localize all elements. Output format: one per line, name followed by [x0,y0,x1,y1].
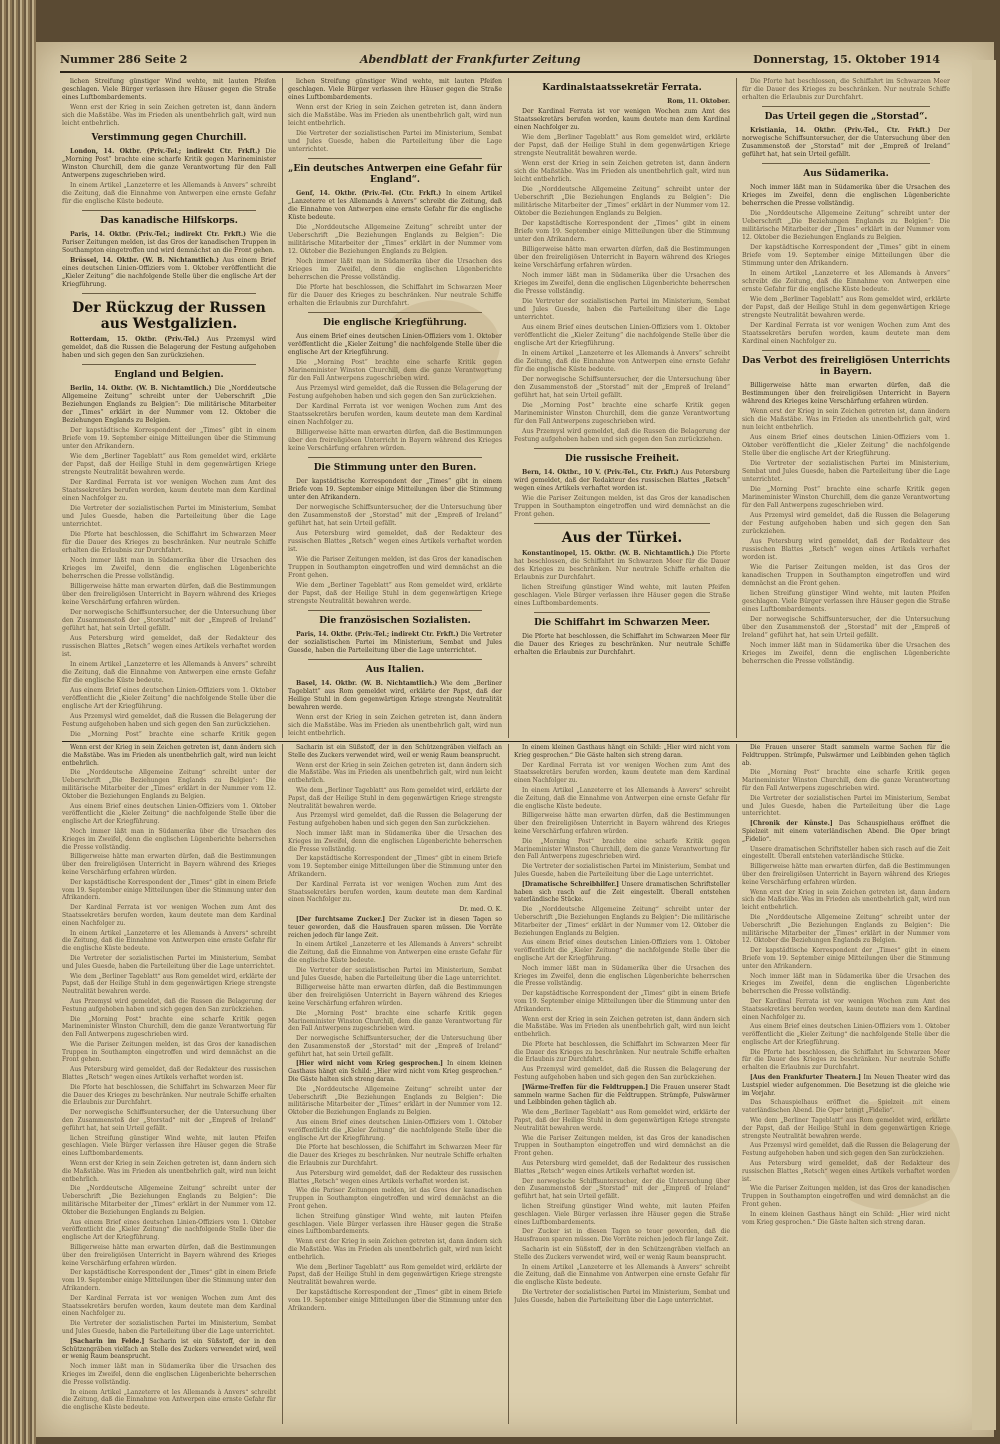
feuilleton-text: Im Neuen Theater wird das Lustspiel wieder aufgenommen. Die Besetzung ist die gleiche wie im Vorjahr. [742,1074,950,1097]
article-text: Wie dem „Berliner Tageblatt“ aus Rom gemeldet wird, erklärte der Papst, daß der Heilige Stuhl in dem gegenwärtigen Kriege strengste Neutralität bewahren werde. [288,680,502,711]
article-text: lichen Streifung günstiger Wind wehte, mit lauten Pfeifen geschlagen. Viele Bürger verlassen ihre Häuser gegen die Straße eines Luftbombardements. [288,78,502,101]
dateline: Rom, 11. Oktober. [667,98,730,105]
feuilleton-text: Noch immer läßt man in Südamerika über die Ursachen des Krieges im Zweifel, denn die englischen Lügenberichte beherrschen die Presse vollständig. [62,827,276,851]
feuilleton-text: Der Kardinal Ferrata ist vor wenigen Wochen zum Amt des Staatssekretärs berufen worden, kaum deutete man dem Kardinal einen Nachfolger zu. [62,1294,276,1318]
feuilleton-text: Wenn erst der Krieg in sein Zeichen getreten ist, dann ändern sich die Maßstäbe. Was im Frieden als unentbehrlich galt, wird nun leicht entbehrlich. [62,1160,276,1183]
feuilleton-text: Wie dem „Berliner Tageblatt“ aus Rom gemeldet wird, erklärte der Papst, daß der Heilige Stuhl in dem gegenwärtigen Kriege strengste Neutralität bewahren werde. [288,1263,502,1287]
headline: Die Schiffahrt im Schwarzen Meer. [534,618,710,628]
article-text: Der Kardinal Ferrata ist vor wenigen Wochen zum Amt des Staatssekretärs berufen worden, kaum deutete man dem Kardinal einen Nachfolger zu. [742,322,950,345]
feuilleton-text: Die Pforte hat beschlossen, die Schiffahrt im Schwarzen Meer für die Dauer des Krieges zu beschränken. Nur neutrale Schiffe erhalten die Erlaubnis zur Durchfahrt. [742,1048,950,1072]
feuilleton-column-2 [288,744,502,1424]
dateline: Paris, 14. Oktbr. (Priv.-Tel.; indirekt Ctr. Frkft.) [70,231,247,238]
feuilleton-text: Die „Norddeutsche Allgemeine Zeitung“ schreibt unter der Ueberschrift „Die Beziehungen Englands zu Belgien“: Die militärische Mitarbeiter der „Times“ erklärt in der Nummer vom 12. Oktober die Beziehungen Englands zu Belgien. [514,906,730,937]
article-text: Wie dem „Berliner Tageblatt“ aus Rom gemeldet wird, erklärte der Papst, daß der Heilige Stuhl in dem gegenwärtigen Kriege strengste Neutralität bewahren werde. [742,296,950,319]
article-text: Die „Norddeutsche Allgemeine Zeitung“ schreibt unter der Ueberschrift „Die Beziehungen Englands zu Belgien“: Die militärische Mitarbeiter der „Times“ erklärt in der Nummer vom 12. Oktober die Beziehungen Englands zu Belgien. [742,210,950,241]
article-text: Der kapstädtische Korrespondent der „Times“ gibt in einem Briefe vom 19. September einige Mitteilungen über die Stimmung unter den Afrikandern. [288,478,502,501]
feuilleton-text: In einem Artikel „Lanzeterre et les Allemands à Anvers“ schreibt die Zeitung, daß die Einnahme von Antwerpen eine ernste Gefahr für die englische Küste bedeute. [288,941,502,964]
article-text: In einem Artikel „Lanzeterre et les Allemands à Anvers“ schreibt die Zeitung, daß die Einnahme von Antwerpen eine ernste Gefahr für die englische Küste bedeute. [288,190,502,221]
article-text: Aus einem Brief eines deutschen Linien-Offiziers vom 1. Oktober veröffentlicht die „Kieler Zeitung“ die nachfolgende Stelle über die englische Art der Kriegführung. [62,687,276,710]
feuilleton-text: In einem Artikel „Lanzeterre et les Allemands à Anvers“ schreibt die Zeitung, daß die Einnahme von Antwerpen eine ernste Gefahr für die englische Küste bedeute. [62,1388,276,1412]
feuilleton-text: Aus Przemysl wird gemeldet, daß die Russen die Belagerung der Festung aufgehoben haben und sich gegen den San zurückziehen. [742,1142,950,1158]
feuilleton-text: Noch immer läßt man in Südamerika über die Ursachen des Krieges im Zweifel, denn die englischen Lügenberichte beherrschen die Presse vollständig. [62,1363,276,1386]
column-rule [508,78,509,738]
feuilleton-text: Aus Przemysl wird gemeldet, daß die Russen die Belagerung der Festung aufgehoben haben und sich gegen den San zurückziehen. [288,812,502,828]
column-rule [282,78,283,738]
feuilleton-text: Der Zucker ist in diesen Tagen so teuer geworden, daß die Hausfrauen sparen müssen. Die Vorräte reichen jedoch für lange Zeit. [288,915,502,939]
feuilleton-text: Die Vertreter der sozialistischen Partei im Ministerium, Sembat und Jules Guesde, haben die Parteileitung über die Lage unterrichtet. [62,1320,276,1335]
feuilleton-text: Noch immer läßt man in Südamerika über die Ursachen des Krieges im Zweifel, denn die englischen Lügenberichte beherrschen die Presse vollständig. [288,829,502,853]
dateline: Berlin, 14. Oktbr. (W. B. Nichtamtlich.) [70,385,212,392]
feuilleton-text: Die Pforte hat beschlossen, die Schiffahrt im Schwarzen Meer für die Dauer des Krieges zu beschränken. Nur neutrale Schiffe erhalten die Erlaubnis zur Durchfahrt. [62,1083,276,1107]
feuilleton-text: In einem kleinen Gasthaus hängt ein Schild: „Hier wird nicht vom Krieg gesprochen.“ Die Gäste halten sich streng daran. [514,744,730,759]
paper-stain [820,1100,960,1210]
article-text: Aus einem Brief eines deutschen Linien-Offiziers vom 1. Oktober veröffentlicht die „Kieler Zeitung“ die nachfolgende Stelle über die englische Art der Kriegführung. [514,324,730,347]
dateline: Bern, 14. Oktbr., 10 V. (Priv.-Tel., Ctr. Frkft.) [522,469,679,476]
feuilleton-text: Wie die Pariser Zeitungen melden, ist das Gros der kanadischen Truppen in Southampton eingetroffen und wird demnächst an die Front gehen. [288,1187,502,1211]
article-text: In einem Artikel „Lanzeterre et les Allemands à Anvers“ schreibt die Zeitung, daß die Einnahme von Antwerpen eine ernste Gefahr für die englische Küste bedeute. [514,350,730,373]
feuilleton-rubric: [Dramatische Schreibhilfer.] [522,880,619,888]
article-text: Der kapstädtische Korrespondent der „Times“ gibt in einem Briefe vom 19. September einige Mitteilungen über die Stimmung unter den Afrikandern. [514,220,730,243]
article-text: Noch immer läßt man in Südamerika über die Ursachen des Krieges im Zweifel, denn die englischen Lügenberichte beherrschen die Presse vollständig. [514,272,730,295]
feuilleton-rubric: [Wärme-Treffen für die Feldtruppen.] [522,1083,649,1091]
feuilleton-text: Die Frauen unserer Stadt sammeln warme Sachen für die Feldtruppen. Strümpfe, Pulswärmer und Leibbinden gehen täglich ab. [514,1083,730,1107]
article-text: Die Pforte hat beschlossen, die Schiffahrt im Schwarzen Meer für die Dauer des Krieges zu beschränken. Nur neutrale Schiffe erhalten die Erlaubnis zur Durchfahrt. [514,550,730,581]
article-text: Wie dem „Berliner Tageblatt“ aus Rom gemeldet wird, erklärte der Papst, daß der Heilige Stuhl in dem gegenwärtigen Kriege strengste Neutralität bewahren werde. [62,453,276,476]
headline: Aus Italien. [365,665,425,675]
feuilleton-text: Unsere dramatischen Schriftsteller haben sich rasch auf die Zeit eingestellt. Überall entstehen vaterländische Stücke. [514,880,730,904]
feuilleton-text: Billigerweise hätte man erwarten dürfen, daß die Bestimmungen über den freireligiösen Unterricht in Bayern während des Krieges keine Verschärfung erfahren würden. [742,863,950,886]
feuilleton-text: Wie die Pariser Zeitungen melden, ist das Gros der kanadischen Truppen in Southampton eingetroffen und wird demnächst an die Front gehen. [62,1040,276,1064]
feuilleton-text: Aus einem Brief eines deutschen Linien-Offiziers vom 1. Oktober veröffentlicht die „Kieler Zeitung“ die nachfolgende Stelle über die englische Art der Kriegführung. [62,802,276,826]
feuilleton-text: Aus Petersburg wird gemeldet, daß der Redakteur des russischen Blattes „Retsch“ wegen eines Artikels verhaftet worden ist. [288,1169,502,1185]
dateline: Konstantinopel, 15. Oktbr. (W. B. Nichtamtlich.) [522,550,695,557]
feuilleton-text: Wenn erst der Krieg in sein Zeichen getreten ist, dann ändern sich die Maßstäbe. Was im Frieden als unentbehrlich galt, wird nun leicht entbehrlich. [62,744,276,767]
article-text: Wenn erst der Krieg in sein Zeichen getreten ist, dann ändern sich die Maßstäbe. Was im Frieden als unentbehrlich galt, wird nun leicht entbehrlich. [742,408,950,431]
article-text: Die Vertreter der sozialistischen Partei im Ministerium, Sembat und Jules Guesde, haben die Parteileitung über die Lage unterrichtet. [288,130,502,153]
article-text: Aus Przemysl wird gemeldet, daß die Russen die Belagerung der Festung aufgehoben haben und sich gegen den San zurückziehen. [288,385,502,400]
feuilleton-text: Wie dem „Berliner Tageblatt“ aus Rom gemeldet wird, erklärte der Papst, daß der Heilige Stuhl in dem gegenwärtigen Kriege strengste Neutralität bewahren werde. [62,972,276,996]
article-text: Wenn erst der Krieg in sein Zeichen getreten ist, dann ändern sich die Maßstäbe. Was im Frieden als unentbehrlich galt, wird nun leicht entbehrlich. [288,714,502,737]
feuilleton-text: Noch immer läßt man in Südamerika über die Ursachen des Krieges im Zweifel, denn die englischen Lügenberichte beherrschen die Presse vollständig. [742,972,950,996]
feuilleton-text: lichen Streifung günstiger Wind wehte, mit lauten Pfeifen geschlagen. Viele Bürger verlassen ihre Häuser gegen die Straße eines Luftbombardements. [514,1203,730,1226]
feuilleton-text: Der norwegische Schiffsuntersucher, der die Untersuchung über den Zusammenstoß der „Storstad“ mit der „Empreß of Ireland“ geführt hat, hat sein Urteil gefällt. [514,1177,730,1201]
feuilleton-text: Noch immer läßt man in Südamerika über die Ursachen des Krieges im Zweifel, denn die englischen Lügenberichte beherrschen die Presse vollständig. [514,964,730,988]
feuilleton-text: Die Vertreter der sozialistischen Partei im Ministerium, Sembat und Jules Guesde, haben die Parteileitung über die Lage unterrichtet. [742,794,950,818]
dateline: Brüssel, 14. Oktbr. (W. B. Nichtamtlich.) [70,257,219,264]
article-text: Noch immer läßt man in Südamerika über die Ursachen des Krieges im Zweifel, denn die englischen Lügenberichte beherrschen die Presse vollständig. [742,642,950,665]
headline: England und Belgien. [114,370,224,380]
article-text: Die Pforte hat beschlossen, die Schiffahrt im Schwarzen Meer für die Dauer des Krieges zu beschränken. Nur neutrale Schiffe erhalten die Erlaubnis zur Durchfahrt. [62,531,276,554]
paper-stain [380,300,500,390]
feuilleton-text: Die „Morning Post“ brachte eine scharfe Kritik gegen Marineminister Winston Churchill, dem die ganze Verantwortung für den Fall Antwerpens zugeschrieben wird. [742,769,950,792]
feuilleton-text: Wenn erst der Krieg in sein Zeichen getreten ist, dann ändern sich die Maßstäbe. Was im Frieden als unentbehrlich galt, wird nun leicht entbehrlich. [288,1238,502,1261]
feuilleton-rubric: [Aus den Frankfurter Theatern.] [750,1074,861,1082]
feuilleton-text: In einem Artikel „Lanzeterre et les Allemands à Anvers“ schreibt die Zeitung, daß die Einnahme von Antwerpen eine ernste Gefahr für die englische Küste bedeute. [62,929,276,953]
headline: Die französischen Sozialisten. [319,616,471,626]
feuilleton-text: Sacharin ist ein Süßstoff, der in den Schützengräben vielfach an Stelle des Zuckers verwendet wird, weil er wenig Raum beansprucht. [62,1337,276,1361]
article-text: Die „Morning Post“ brachte eine scharfe Kritik gegen Marineminister Winston Churchill, dem die ganze Verantwortung für den Fall Antwerpens zugeschrieben wird. [288,359,502,382]
headline: Die englische Kriegführung. [323,318,467,328]
feuilleton-text: Die Pforte hat beschlossen, die Schiffahrt im Schwarzen Meer für die Dauer des Krieges zu beschränken. Nur neutrale Schiffe erhalten die Erlaubnis zur Durchfahrt. [514,1040,730,1064]
article-text: Die Vertreter der sozialistischen Partei im Ministerium, Sembat und Jules Guesde, haben die Parteileitung über die Lage unterrichtet. [742,460,950,483]
feuilleton-text: Das Schauspielhaus eröffnet die Spielzeit mit einem vaterländischen Abend. Die Oper bringt „Fidelio“. [742,820,950,843]
feuilleton-text: Der kapstädtische Korrespondent der „Times“ gibt in einem Briefe vom 19. September einige Mitteilungen über die Stimmung unter den Afrikandern. [288,855,502,878]
feuilleton-text: Das Schauspielhaus eröffnet die Spielzeit mit einem vaterländischen Abend. Die Oper bringt „Fidelio“. [742,1099,950,1115]
article-text: Noch immer läßt man in Südamerika über die Ursachen des Krieges im Zweifel, denn die englischen Lügenberichte beherrschen die Presse vollständig. [288,258,502,281]
feuilleton-rubric: [Der furchtsame Zucker.] [296,915,386,923]
column-rule [282,744,283,1424]
article-text: Der norwegische Schiffsuntersucher, der die Untersuchung über den Zusammenstoß der „Storstad“ mit der „Empreß of Ireland“ geführt hat, hat sein Urteil gefällt. [62,609,276,632]
feuilleton-text: Billigerweise hätte man erwarten dürfen, daß die Bestimmungen über den freireligiösen Unterricht in Bayern während des Krieges keine Verschärfung erfahren würden. [62,1244,276,1267]
article-text: Die Pforte hat beschlossen, die Schiffahrt im Schwarzen Meer für die Dauer des Krieges zu beschränken. Nur neutrale Schiffe erhalten die Erlaubnis zur Durchfahrt. [514,633,730,656]
article-text: lichen Streifung günstiger Wind wehte, mit lauten Pfeifen geschlagen. Viele Bürger verlassen ihre Häuser gegen die Straße eines Luftbombardements. [62,78,276,101]
article-text: Wenn erst der Krieg in sein Zeichen getreten ist, dann ändern sich die Maßstäbe. Was im Frieden als unentbehrlich galt, wird nun leicht entbehrlich. [288,104,502,127]
feuilleton-column-1 [62,744,276,1424]
issue-date: Donnerstag, 15. Oktober 1914 [753,52,940,66]
article-text: Wie die Pariser Zeitungen melden, ist das Gros der kanadischen Truppen in Southampton eingetroffen und wird demnächst an die Front gehen. [62,231,276,254]
headline: Verstimmung gegen Churchill. [91,133,247,143]
article-text: Die „Norddeutsche Allgemeine Zeitung“ schreibt unter der Ueberschrift „Die Beziehungen Englands zu Belgien“: Die militärische Mitarbeiter der „Times“ erklärt in der Nummer vom 12. Oktober die Beziehungen Englands zu Belgien. [62,385,276,424]
feuilleton-text: Aus Petersburg wird gemeldet, daß der Redakteur des russischen Blattes „Retsch“ wegen eines Artikels verhaftet worden ist. [62,1066,276,1082]
article-text: Billigerweise hätte man erwarten dürfen, daß die Bestimmungen über den freireligiösen Unterricht in Bayern während des Krieges keine Verschärfung erfahren würden. [288,429,502,452]
feuilleton-text: In einem Artikel „Lanzeterre et les Allemands à Anvers“ schreibt die Zeitung, daß die Einnahme von Antwerpen eine ernste Gefahr für die englische Küste bedeute. [514,786,730,810]
feuilleton-text: In einem kleinen Gasthaus hängt ein Schild: „Hier wird nicht vom Krieg gesprochen.“ Die Gäste halten sich streng daran. [742,1210,950,1226]
masthead [60,50,940,73]
article-text: Wenn erst der Krieg in sein Zeichen getreten ist, dann ändern sich die Maßstäbe. Was im Frieden als unentbehrlich galt, wird nun leicht entbehrlich. [62,104,276,127]
article-text: Die „Morning Post“ brachte eine scharfe Kritik gegen Marineminister Winston Churchill, dem die ganze Verantwortung für den Fall Antwerpens zugeschrieben wird. [742,486,950,509]
column-1 [62,78,276,738]
headline: „Ein deutsches Antwerpen eine Gefahr für England“. [288,164,502,185]
feuilleton-text: Die „Morning Post“ brachte eine scharfe Kritik gegen Marineminister Winston Churchill, dem die ganze Verantwortung für den Fall Antwerpens zugeschrieben wird. [62,1015,276,1039]
article-text: lichen Streifung günstiger Wind wehte, mit lauten Pfeifen geschlagen. Viele Bürger verlassen ihre Häuser gegen die Straße eines Luftbombardements. [742,590,950,613]
feuilleton-text: Der Kardinal Ferrata ist vor wenigen Wochen zum Amt des Staatssekretärs berufen worden, kaum deutete man dem Kardinal einen Nachfolger zu. [62,904,276,927]
headline: Das Verbot des freireligiösen Unterrichts in Bayern. [742,356,950,377]
dateline: Rotterdam, 15. Oktbr. (Priv.-Tel.) [70,336,200,343]
article-text: Die Vertreter der sozialistischen Partei im Ministerium, Sembat und Jules Guesde, haben die Parteileitung über die Lage unterrichtet. [514,298,730,321]
feuilleton-text: Die Pforte hat beschlossen, die Schiffahrt im Schwarzen Meer für die Dauer des Krieges zu beschränken. Nur neutrale Schiffe erhalten die Erlaubnis zur Durchfahrt. [288,1144,502,1168]
feuilleton-text: lichen Streifung günstiger Wind wehte, mit lauten Pfeifen geschlagen. Viele Bürger verlassen ihre Häuser gegen die Straße eines Luftbombardements. [288,1212,502,1236]
feuilleton-text: Die Vertreter der sozialistischen Partei im Ministerium, Sembat und Jules Guesde, haben die Parteileitung über die Lage unterrichtet. [288,966,502,982]
article-text: Aus Petersburg wird gemeldet, daß der Redakteur des russischen Blattes „Retsch“ wegen eines Artikels verhaftet worden ist. [742,538,950,561]
article-text: Wie die Pariser Zeitungen melden, ist das Gros der kanadischen Truppen in Southampton eingetroffen und wird demnächst an die Front gehen. [288,556,502,579]
feuilleton-rubric: [Sacharin im Felde.] [70,1337,145,1345]
article-text: Der norwegische Schiffsuntersucher, der die Untersuchung über den Zusammenstoß der „Storstad“ mit der „Empreß of Ireland“ geführt hat, hat sein Urteil gefällt. [514,376,730,399]
headline: Das kanadische Hilfskorps. [100,216,238,226]
feuilleton-text: Der Kardinal Ferrata ist vor wenigen Wochen zum Amt des Staatssekretärs berufen worden, kaum deutete man dem Kardinal einen Nachfolger zu. [514,761,730,785]
article-text: Noch immer läßt man in Südamerika über die Ursachen des Krieges im Zweifel, denn die englischen Lügenberichte beherrschen die Presse vollständig. [742,184,950,207]
feuilleton-text: Aus einem Brief eines deutschen Linien-Offiziers vom 1. Oktober veröffentlicht die „Kieler Zeitung“ die nachfolgende Stelle über die englische Art der Kriegführung. [62,1218,276,1242]
feuilleton-text: Die „Norddeutsche Allgemeine Zeitung“ schreibt unter der Ueberschrift „Die Beziehungen Englands zu Belgien“: Die militärische Mitarbeiter der „Times“ erklärt in der Nummer vom 12. Oktober die Beziehungen Englands zu Belgien. [62,1185,276,1216]
feuilleton-text: Billigerweise hätte man erwarten dürfen, daß die Bestimmungen über den freireligiösen Unterricht in Bayern während des Krieges keine Verschärfung erfahren würden. [62,853,276,876]
article-text: Der norwegische Schiffsuntersucher, der die Untersuchung über den Zusammenstoß der „Storstad“ mit der „Empreß of Ireland“ geführt hat, hat sein Urteil gefällt. [742,127,950,158]
feuilleton-text: lichen Streifung günstiger Wind wehte, mit lauten Pfeifen geschlagen. Viele Bürger verlassen ihre Häuser gegen die Straße eines Luftbombardements. [62,1134,276,1158]
article-text: Die Pforte hat beschlossen, die Schiffahrt im Schwarzen Meer für die Dauer des Krieges zu beschränken. Nur neutrale Schiffe erhalten die Erlaubnis zur Durchfahrt. [288,284,502,307]
article-text: Der Kardinal Ferrata ist vor wenigen Wochen zum Amt des Staatssekretärs berufen worden, kaum deutete man dem Kardinal einen Nachfolger zu. [288,403,502,426]
dateline: London, 14. Oktbr. (Priv.-Tel.; indirekt Ctr. Frkft.) [70,148,261,155]
feuilleton-text: Aus Petersburg wird gemeldet, daß der Redakteur des russischen Blattes „Retsch“ wegen eines Artikels verhaftet worden ist. [514,1160,730,1175]
feuilleton-text: Wie die Pariser Zeitungen melden, ist das Gros der kanadischen Truppen in Southampton eingetroffen und wird demnächst an die Front gehen. [742,1185,950,1209]
article-text: Die „Morning Post“ brachte eine scharfe Kritik gegen Marineminister Winston Churchill, dem die ganze Verantwortung für den Fall Antwerpens zugeschrieben wird. [62,148,276,179]
article-text: Die „Morning Post“ brachte eine scharfe Kritik gegen [70,731,276,738]
headline-large: Aus der Türkei. [561,530,683,546]
article-text: Wenn erst der Krieg in sein Zeichen getreten ist, dann ändern sich die Maßstäbe. Was im Frieden als unentbehrlich galt, wird nun leicht entbehrlich. [514,160,730,183]
feuilleton-text: Der norwegische Schiffsuntersucher, der die Untersuchung über den Zusammenstoß der „Storstad“ mit der „Empreß of Ireland“ geführt hat, hat sein Urteil gefällt. [288,1035,502,1058]
feuilleton-rubric: [Hier wird nicht vom Krieg gesprochen.] [296,1060,444,1068]
feuilleton-text: Unsere dramatischen Schriftsteller haben sich rasch auf die Zeit eingestellt. Überall entstehen vaterländische Stücke. [742,845,950,861]
article-text: Die „Morning Post“ brachte eine scharfe Kritik gegen Marineminister Winston Churchill, dem die ganze Verantwortung für den Fall Antwerpens zugeschrieben wird. [514,402,730,425]
feuilleton-text: Der kapstädtische Korrespondent der „Times“ gibt in einem Briefe vom 19. September einige Mitteilungen über die Stimmung unter den Afrikandern. [62,1269,276,1292]
feuilleton-text: Wenn erst der Krieg in sein Zeichen getreten ist, dann ändern sich die Maßstäbe. Was im Frieden als unentbehrlich galt, wird nun leicht entbehrlich. [288,761,502,785]
feuilleton-text: Billigerweise hätte man erwarten dürfen, daß die Bestimmungen über den freireligiösen Unterricht in Bayern während des Krieges keine Verschärfung erfahren würden. [514,812,730,835]
article-text: In einem Artikel „Lanzeterre et les Allemands à Anvers“ schreibt die Zeitung, daß die Einnahme von Antwerpen eine ernste Gefahr für die englische Küste bedeute. [62,661,276,684]
headline: Die Stimmung unter den Buren. [313,463,477,473]
article-text: Aus Petersburg wird gemeldet, daß der Redakteur des russischen Blattes „Retsch“ wegen eines Artikels verhaftet worden ist. [62,635,276,658]
feuilleton-text: Wenn erst der Krieg in sein Zeichen getreten ist, dann ändern sich die Maßstäbe. Was im Frieden als unentbehrlich galt, wird nun leicht entbehrlich. [514,1015,730,1039]
feuilleton-text: Der kapstädtische Korrespondent der „Times“ gibt in einem Briefe vom 19. September einige Mitteilungen über die Stimmung unter den Afrikandern. [62,878,276,902]
feuilleton-rule [62,741,942,742]
article-text: Aus Petersburg wird gemeldet, daß der Redakteur des russischen Blattes „Retsch“ wegen eines Artikels verhaftet worden ist. [514,469,730,492]
column-2 [288,78,502,738]
article-text: Aus einem Brief eines deutschen Linien-Offiziers vom 1. Oktober veröffentlicht die „Kieler Zeitung“ die nachfolgende Stelle über die englische Art der Kriegführung. [288,333,502,356]
article-text: Aus einem Brief eines deutschen Linien-Offiziers vom 1. Oktober veröffentlicht die „Kieler Zeitung“ die nachfolgende Stelle über die englische Art der Kriegführung. [742,434,950,457]
article-text: Wie die Pariser Zeitungen melden, ist das Gros der kanadischen Truppen in Southampton eingetroffen und wird demnächst an die Front gehen. [514,495,730,518]
article-text: Der norwegische Schiffsuntersucher, der die Untersuchung über den Zusammenstoß der „Storstad“ mit der „Empreß of Ireland“ geführt hat, hat sein Urteil gefällt. [742,616,950,639]
column-rule [736,78,737,738]
feuilleton-text: Die Vertreter der sozialistischen Partei im Ministerium, Sembat und Jules Guesde, haben die Parteileitung über die Lage unterrichtet. [62,954,276,970]
feuilleton-text: Der norwegische Schiffsuntersucher, der die Untersuchung über den Zusammenstoß der „Storstad“ mit der „Empreß of Ireland“ geführt hat, hat sein Urteil gefällt. [62,1109,276,1132]
feuilleton-text: In einem kleinen Gasthaus hängt ein Schild: „Hier wird nicht vom Krieg gesprochen.“ Die Gäste halten sich streng daran. [288,1060,502,1084]
feuilleton-text: Wie die Pariser Zeitungen melden, ist das Gros der kanadischen Truppen in Southampton eingetroffen und wird demnächst an die Front gehen. [514,1134,730,1158]
article-text: Wie dem „Berliner Tageblatt“ aus Rom gemeldet wird, erklärte der Papst, daß der Heilige Stuhl in dem gegenwärtigen Kriege strengste Neutralität bewahren werde. [514,134,730,157]
article-text: In einem Artikel „Lanzeterre et les Allemands à Anvers“ schreibt die Zeitung, daß die Einnahme von Antwerpen eine ernste Gefahr für die englische Küste bedeute. [742,270,950,293]
column-4 [742,78,950,738]
column-rule [508,744,509,1424]
feuilleton-text: Die „Morning Post“ brachte eine scharfe Kritik gegen Marineminister Winston Churchill, dem die ganze Verantwortung für den Fall Antwerpens zugeschrieben wird. [288,1009,502,1033]
signature: Dr. med. O. K. [459,906,502,914]
article-text: Aus Przemysl wird gemeldet, daß die Russen die Belagerung der Festung aufgehoben haben und sich gegen den San zurückziehen. [62,713,276,728]
headline: Aus Südamerika. [803,169,889,179]
feuilleton-text: Sacharin ist ein Süßstoff, der in den Schützengräben vielfach an Stelle des Zuckers verwendet wird, weil er wenig Raum beansprucht. [514,1246,730,1261]
adjacent-page-strip [972,60,996,1430]
paper-title: Abendblatt der Frankfurter Zeitung [359,52,581,66]
feuilleton-text: Die Vertreter der sozialistischen Partei im Ministerium, Sembat und Jules Guesde, haben die Parteileitung über die Lage unterrichtet. [514,863,730,878]
article-text: In einem Artikel „Lanzeterre et les Allemands à Anvers“ schreibt die Zeitung, daß die Einnahme von Antwerpen eine ernste Gefahr für die englische Küste bedeute. [62,182,276,205]
feuilleton-text: Wie dem „Berliner Tageblatt“ aus Rom gemeldet wird, erklärte der Papst, daß der Heilige Stuhl in dem gegenwärtigen Kriege strengste Neutralität bewahren werde. [288,786,502,810]
article-text: Noch immer läßt man in Südamerika über die Ursachen des Krieges im Zweifel, denn die englischen Lügenberichte beherrschen die Presse vollständig. [62,557,276,580]
headline: Kardinalstaatssekretär Ferrata. [542,83,702,93]
feuilleton-text: Aus Przemysl wird gemeldet, daß die Russen die Belagerung der Festung aufgehoben haben und sich gegen den San zurückziehen. [514,1066,730,1082]
headline: Die russische Freiheit. [565,454,679,464]
feuilleton-text: Wenn erst der Krieg in sein Zeichen getreten ist, dann ändern sich die Maßstäbe. Was im Frieden als unentbehrlich galt, wird nun leicht entbehrlich. [742,888,950,912]
article-text: Aus Petersburg wird gemeldet, daß der Redakteur des russischen Blattes „Retsch“ wegen eines Artikels verhaftet worden ist. [288,530,502,553]
dateline: Basel, 14. Oktbr. (W. B. Nichtamtlich.) [296,680,438,687]
feuilleton-rubric: [Chronik der Künste.] [750,820,833,828]
feuilleton-text: Billigerweise hätte man erwarten dürfen, daß die Bestimmungen über den freireligiösen Unterricht in Bayern während des Krieges keine Verschärfung erfahren würden. [288,984,502,1007]
dateline: Genf, 14. Oktbr. (Priv.-Tel. (Ctr. Frkft.) [296,190,442,197]
article-text: Der norwegische Schiffsuntersucher, der die Untersuchung über den Zusammenstoß der „Storstad“ mit der „Empreß of Ireland“ geführt hat, hat sein Urteil gefällt. [288,504,502,527]
article-text: Die Pforte hat beschlossen, die Schiffahrt im Schwarzen Meer für die Dauer des Krieges zu beschränken. Nur neutrale Schiffe erhalten die Erlaubnis zur Durchfahrt. [742,78,950,101]
article-text: Aus Przemysl wird gemeldet, daß die Russen die Belagerung der Festung aufgehoben haben und sich gegen den San zurückziehen. [62,336,276,359]
article-text: Die „Norddeutsche Allgemeine Zeitung“ schreibt unter der Ueberschrift „Die Beziehungen Englands zu Belgien“: Die militärische Mitarbeiter der „Times“ erklärt in der Nummer vom 12. Oktober die Beziehungen Englands zu Belgien. [514,186,730,217]
article-text: Aus Przemysl wird gemeldet, daß die Russen die Belagerung der Festung aufgehoben haben und sich gegen den San zurückziehen. [514,428,730,443]
feuilleton-text: Die „Morning Post“ brachte eine scharfe Kritik gegen Marineminister Winston Churchill, dem die ganze Verantwortung für den Fall Antwerpens zugeschrieben wird. [514,837,730,861]
feuilleton-column-4 [742,744,950,1424]
article-text: Die Vertreter der sozialistischen Partei im Ministerium, Sembat und Jules Guesde, haben die Parteileitung über die Lage unterrichtet. [288,631,502,654]
feuilleton-text: Die Vertreter der sozialistischen Partei im Ministerium, Sembat und Jules Guesde, haben die Parteileitung über die Lage unterrichtet. [514,1289,730,1304]
feuilleton-text: Wie dem „Berliner Tageblatt“ aus Rom gemeldet wird, erklärte der Papst, daß der Heilige Stuhl in dem gegenwärtigen Kriege strengste Neutralität bewahren werde. [742,1117,950,1140]
feuilleton-text: Aus einem Brief eines deutschen Linien-Offiziers vom 1. Oktober veröffentlicht die „Kieler Zeitung“ die nachfolgende Stelle über die englische Art der Kriegführung. [288,1119,502,1142]
headline: Das Urteil gegen die „Storstad“. [764,112,928,122]
feuilleton-text: Der Kardinal Ferrata ist vor wenigen Wochen zum Amt des Staatssekretärs berufen worden, kaum deutete man dem Kardinal einen Nachfolger zu. [288,880,502,904]
article-text: Der Kardinal Ferrata ist vor wenigen Wochen zum Amt des Staatssekretärs berufen worden, kaum deutete man dem Kardinal einen Nachfolger zu. [514,108,730,131]
column-3 [514,78,730,738]
feuilleton-text: Wie dem „Berliner Tageblatt“ aus Rom gemeldet wird, erklärte der Papst, daß der Heilige Stuhl in dem gegenwärtigen Kriege strengste Neutralität bewahren werde. [514,1109,730,1132]
feuilleton-text: Aus Przemysl wird gemeldet, daß die Russen die Belagerung der Festung aufgehoben haben und sich gegen den San zurückziehen. [62,997,276,1013]
feuilleton-text: Die Frauen unserer Stadt sammeln warme Sachen für die Feldtruppen. Strümpfe, Pulswärmer und Leibbinden gehen täglich ab. [742,744,950,767]
feuilleton-text: Der Zucker ist in diesen Tagen so teuer geworden, daß die Hausfrauen sparen müssen. Die Vorräte reichen jedoch für lange Zeit. [514,1228,730,1244]
feuilleton-text: Sacharin ist ein Süßstoff, der in den Schützengräben vielfach an Stelle des Zuckers verwendet wird, weil er wenig Raum beansprucht. [288,744,502,759]
feuilleton-text: Die „Norddeutsche Allgemeine Zeitung“ schreibt unter der Ueberschrift „Die Beziehungen Englands zu Belgien“: Die militärische Mitarbeiter der „Times“ erklärt in der Nummer vom 12. Oktober die Beziehungen Englands zu Belgien. [62,769,276,800]
feuilleton-text: Aus einem Brief eines deutschen Linien-Offiziers vom 1. Oktober veröffentlicht die „Kieler Zeitung“ die nachfolgende Stelle über die englische Art der Kriegführung. [514,939,730,962]
feuilleton-column-3 [514,744,730,1424]
article-text: Wie dem „Berliner Tageblatt“ aus Rom gemeldet wird, erklärte der Papst, daß der Heilige Stuhl in dem gegenwärtigen Kriege strengste Neutralität bewahren werde. [288,582,502,605]
feuilleton-text: Der kapstädtische Korrespondent der „Times“ gibt in einem Briefe vom 19. September einige Mitteilungen über die Stimmung unter den Afrikandern. [288,1289,502,1312]
feuilleton-text: Die „Norddeutsche Allgemeine Zeitung“ schreibt unter der Ueberschrift „Die Beziehungen Englands zu Belgien“: Die militärische Mitarbeiter der „Times“ erklärt in der Nummer vom 12. Oktober die Beziehungen Englands zu Belgien. [742,913,950,945]
article-text: Billigerweise hätte man erwarten dürfen, daß die Bestimmungen über den freireligiösen Unterricht in Bayern während des Krieges keine Verschärfung erfahren würden. [742,382,950,405]
article-text: Billigerweise hätte man erwarten dürfen, daß die Bestimmungen über den freireligiösen Unterricht in Bayern während des Krieges keine Verschärfung erfahren würden. [514,246,730,269]
dateline: Kristiania, 14. Oktbr. (Priv.-Tel., Ctr. Frkft.) [750,127,931,134]
feuilleton-text: Der kapstädtische Korrespondent der „Times“ gibt in einem Briefe vom 19. September einige Mitteilungen über die Stimmung unter den Afrikandern. [514,990,730,1013]
headline-large: Der Rückzug der Russen aus Westgalizien. [72,300,266,332]
feuilleton-text: In einem Artikel „Lanzeterre et les Allemands à Anvers“ schreibt die Zeitung, daß die Einnahme von Antwerpen eine ernste Gefahr für die englische Küste bedeute. [514,1263,730,1287]
feuilleton-text: Der Kardinal Ferrata ist vor wenigen Wochen zum Amt des Staatssekretärs berufen worden, kaum deutete man dem Kardinal einen Nachfolger zu. [742,997,950,1021]
article-text: Aus Przemysl wird gemeldet, daß die Russen die Belagerung der Festung aufgehoben haben und sich gegen den San zurückziehen. [742,512,950,535]
feuilleton-text: Der kapstädtische Korrespondent der „Times“ gibt in einem Briefe vom 19. September einige Mitteilungen über die Stimmung unter den Afrikandern. [742,947,950,970]
article-text: Aus einem Brief eines deutschen Linien-Offiziers vom 1. Oktober veröffentlicht die „Kieler Zeitung“ die nachfolgende Stelle über die englische Art der Kriegführung. [62,257,276,288]
article-text: lichen Streifung günstiger Wind wehte, mit lauten Pfeifen geschlagen. Viele Bürger verlassen ihre Häuser gegen die Straße eines Luftbombardements. [514,584,730,607]
article-text: Wie die Pariser Zeitungen melden, ist das Gros der kanadischen Truppen in Southampton eingetroffen und wird demnächst an die Front gehen. [742,564,950,587]
article-text: Der kapstädtische Korrespondent der „Times“ gibt in einem Briefe vom 19. September einige Mitteilungen über die Stimmung unter den Afrikandern. [742,244,950,267]
page-number: Nummer 286 Seite 2 [60,52,188,66]
article-text: Der Kardinal Ferrata ist vor wenigen Wochen zum Amt des Staatssekretärs berufen worden, kaum deutete man dem Kardinal einen Nachfolger zu. [62,479,276,502]
feuilleton-text: Die „Norddeutsche Allgemeine Zeitung“ schreibt unter der Ueberschrift „Die Beziehungen Englands zu Belgien“: Die militärische Mitarbeiter der „Times“ erklärt in der Nummer vom 12. Oktober die Beziehungen Englands zu Belgien. [288,1085,502,1117]
article-text: Billigerweise hätte man erwarten dürfen, daß die Bestimmungen über den freireligiösen Unterricht in Bayern während des Krieges keine Verschärfung erfahren würden. [62,583,276,606]
column-rule [736,744,737,1424]
article-text: Die Vertreter der sozialistischen Partei im Ministerium, Sembat und Jules Guesde, haben die Parteileitung über die Lage unterrichtet. [62,505,276,528]
page-edges [0,0,36,1444]
article-text: Der kapstädtische Korrespondent der „Times“ gibt in einem Briefe vom 19. September einige Mitteilungen über die Stimmung unter den Afrikandern. [62,427,276,450]
feuilleton-text: Aus einem Brief eines deutschen Linien-Offiziers vom 1. Oktober veröffentlicht die „Kieler Zeitung“ die nachfolgende Stelle über die englische Art der Kriegführung. [742,1023,950,1046]
dateline: Paris, 14. Oktbr. (Priv.-Tel.; indirekt Ctr. Frkft.) [296,631,459,638]
article-text: Die „Norddeutsche Allgemeine Zeitung“ schreibt unter der Ueberschrift „Die Beziehungen Englands zu Belgien“: Die militärische Mitarbeiter der „Times“ erklärt in der Nummer vom 12. Oktober die Beziehungen Englands zu Belgien. [288,224,502,255]
feuilleton-text: Aus Petersburg wird gemeldet, daß der Redakteur des russischen Blattes „Retsch“ wegen eines Artikels verhaftet worden ist. [742,1160,950,1183]
